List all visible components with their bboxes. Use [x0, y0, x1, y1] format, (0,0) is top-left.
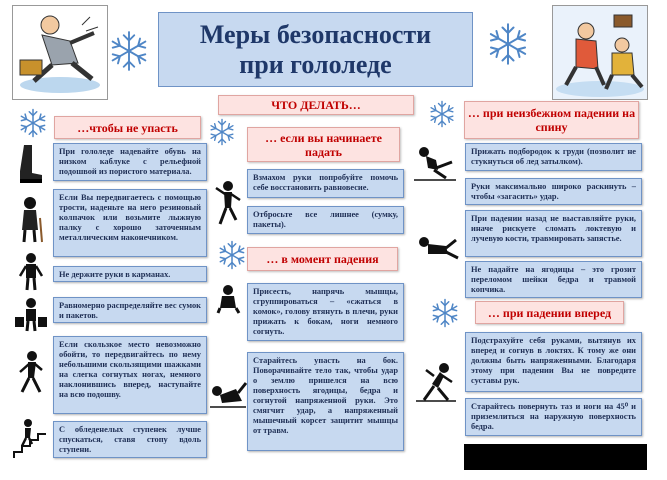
- tip-box-drop-items: Отбросьте все лишнее (сумку, пакеты).: [247, 206, 404, 234]
- snowflake-icon: [217, 240, 247, 270]
- tip-box-cane: Если Вы передвигаетесь с помощью трости, наденьте на него резиновый колпачок или возьмите лыжную палку с хорошо заточенным металлическим наконечником.: [53, 189, 207, 257]
- slipping-man-illustration: [12, 5, 108, 100]
- moment-fall-header: … в момент падения: [247, 247, 398, 271]
- title-line-1: Меры безопасности: [199, 19, 432, 49]
- snowflake-icon: [18, 108, 48, 138]
- starting-fall-header: … если вы начинаете падать: [247, 127, 400, 162]
- back-fall-header: … при неизбежном падении на спину: [464, 101, 639, 139]
- tip-box-pockets: Не держите руки в карманах.: [53, 266, 207, 282]
- tip-box-shoes: При гололеде надевайте обувь на низком каблуке с рельефной подошвой из пористого материала.: [53, 143, 207, 181]
- person-on-stairs-icon: [12, 418, 48, 460]
- tip-box-fall-on-side: Старайтесь упасть на бок. Поворачивайте тело так, чтобы удар о землю пришелся на всю поверхность ягодицы, бедра и согнутой напряженной руки. Это смягчит удар, а напряженный мышечный корсет защитит мышцы от травм.: [247, 352, 404, 451]
- tip-box-group-up: Присесть, напрячь мышцы, сгруппироваться – «сжаться в комок», голову втянуть в плечи, руки прижать к бокам, ноги немного согнуть.: [247, 283, 404, 341]
- tip-box-arms-wide: Руки максимально широко раскинуть – чтобы «загасить» удар.: [465, 178, 642, 205]
- tip-box-bags: Равномерно распределяйте вес сумок и пакетов.: [53, 297, 207, 323]
- snowflake-icon: [108, 30, 150, 72]
- not-fall-header: …чтобы не упасть: [54, 116, 201, 139]
- snowflake-icon: [486, 22, 530, 66]
- snowflake-icon: [430, 298, 460, 328]
- balancing-person-icon: [212, 180, 242, 226]
- title-line-2: при гололеде: [239, 49, 392, 79]
- crouching-person-icon: [214, 284, 244, 314]
- forward-fall-header: … при падении вперед: [475, 301, 624, 324]
- tip-box-arms-forward: Подстрахуйте себя руками, вытянув их вперед и согнув в локтях. К тому же они должны быть напряженными. Благодаря этому при падении Вы не повредите суставы рук.: [465, 332, 642, 392]
- tip-box-chin: Прижать подбородок к груди (позволит не стукнуться об лед затылком).: [465, 143, 642, 171]
- winter-boots-icon: [16, 143, 50, 185]
- tip-box-turn-hips: Старайтесь повернуть таз и ноги на 45⁰ и приземлиться на наружную поверхность бедра.: [465, 398, 642, 436]
- person-with-bags-icon: [12, 297, 50, 333]
- side-fall-icon: [208, 375, 248, 409]
- lying-on-back-icon: [416, 228, 460, 264]
- page-title: [158, 12, 473, 87]
- snowflake-icon: [428, 100, 456, 128]
- tip-box-slippery-walk: Если скользкое место невозможно обойти, то передвигайтесь по нему небольшими скользящими шажками на слегка согнутых ногах, немного наклонившись вперед, наступайте на всю подошву.: [53, 336, 207, 414]
- forward-fall-icon: [414, 360, 458, 402]
- what-to-do-header: ЧТО ДЕЛАТЬ…: [218, 95, 414, 115]
- footer-bar: [464, 444, 647, 470]
- person-with-cane-icon: [14, 196, 48, 244]
- tip-box-arm-swing: Взмахом руки попробуйте помочь себе восстановить равновесие.: [247, 169, 404, 198]
- tip-box-no-buttocks: Не падайте на ягодицы – это грозит переломом шейки бедра и травмой копчика.: [465, 261, 642, 298]
- tip-box-no-hands-back: При падении назад не выставляйте руки, иначе рискуете сломать локтевую и лучевую кости, травмировать запястье.: [465, 210, 642, 257]
- person-walking-icon: [14, 350, 48, 394]
- falling-people-illustration: [552, 5, 648, 100]
- person-hands-out-icon: [16, 252, 46, 292]
- tip-box-stairs: С обледенелых ступенек лучше спускаться, ставя стопу вдоль ступени.: [53, 421, 207, 458]
- backward-fall-icon: [412, 144, 458, 182]
- snowflake-icon: [208, 118, 236, 146]
